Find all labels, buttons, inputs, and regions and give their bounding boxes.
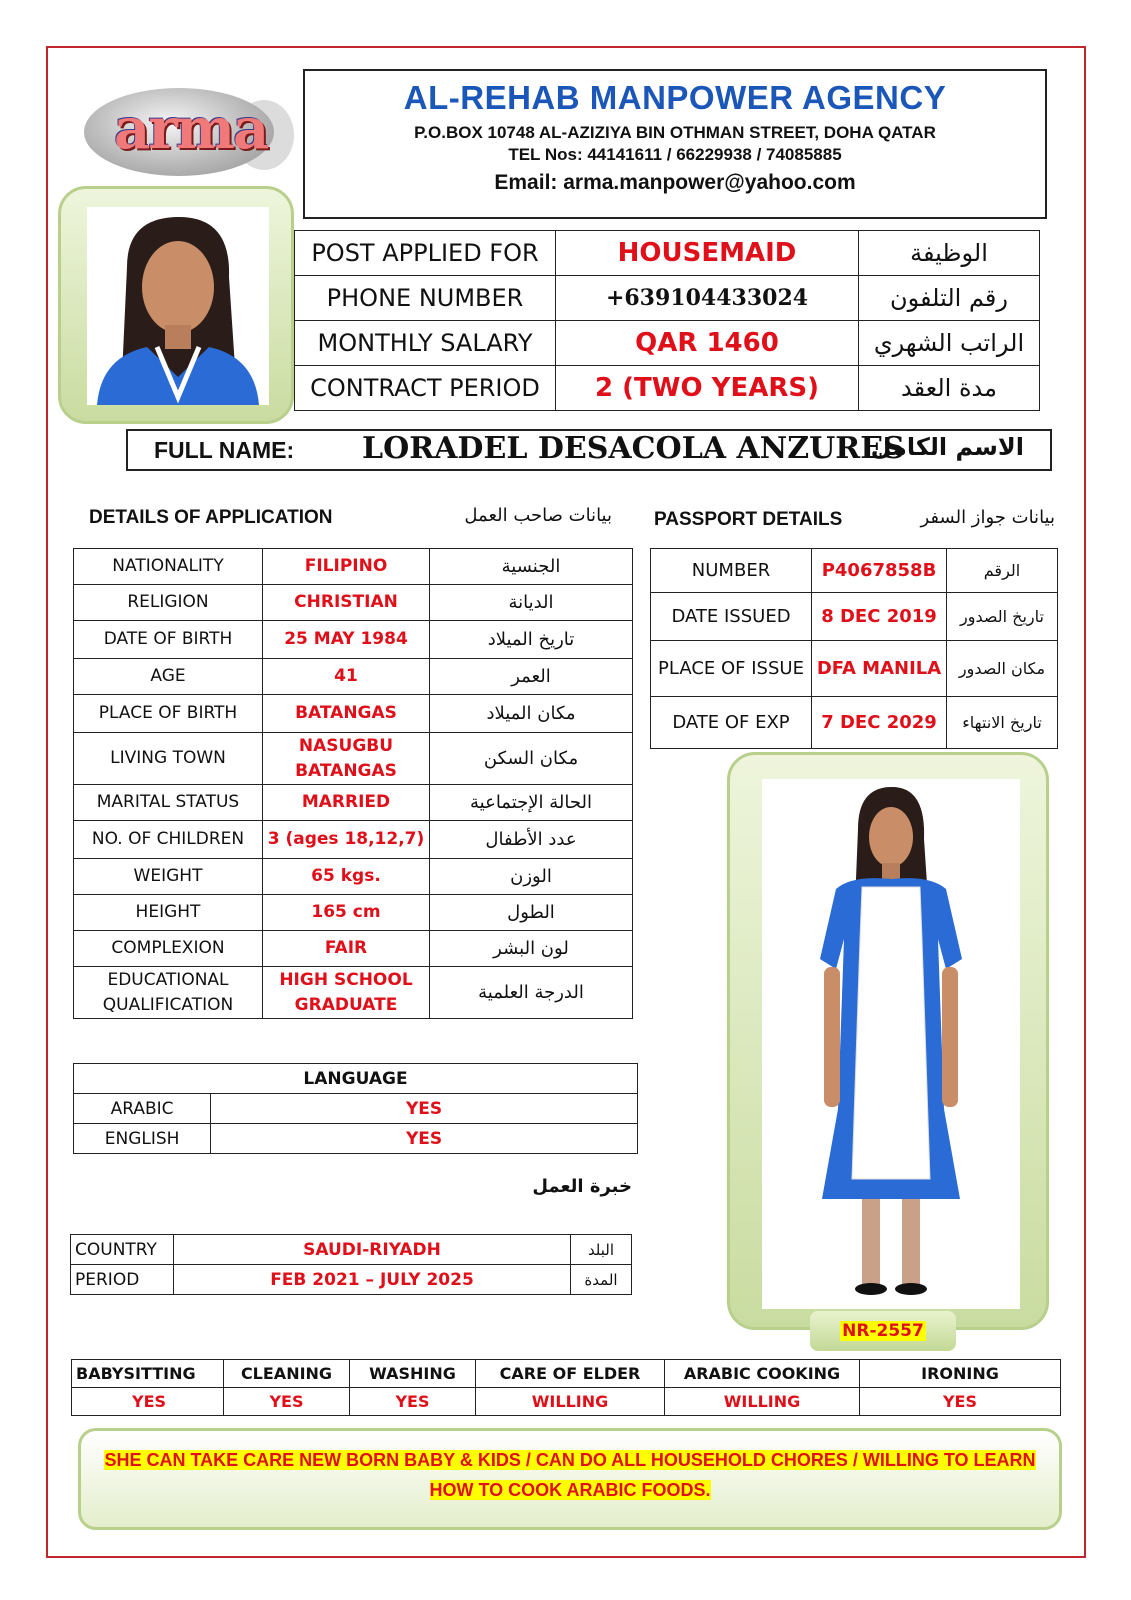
- date-exp-value: 7 DEC 2029: [812, 697, 947, 749]
- date-issued-arabic: تاريخ الصدور: [947, 593, 1058, 641]
- application-value: 41: [263, 659, 430, 695]
- skill-elder-care-label: CARE OF ELDER: [476, 1360, 665, 1388]
- table-row: [74, 785, 633, 821]
- table-row: [295, 321, 1040, 366]
- application-label: DATE OF BIRTH: [74, 621, 263, 659]
- application-value: BATANGAS: [263, 695, 430, 733]
- table-row: [651, 593, 1058, 641]
- table-row: [74, 621, 633, 659]
- reference-code: NR-2557: [842, 1321, 924, 1341]
- table-row: [72, 1388, 1061, 1416]
- table-row: [72, 1360, 1061, 1388]
- application-arabic: مكان الميلاد: [430, 695, 633, 733]
- table-row: [295, 231, 1040, 276]
- post-label: POST APPLIED FOR: [295, 231, 556, 276]
- table-row: [74, 895, 633, 931]
- table-row: [651, 697, 1058, 749]
- application-value: 65 kgs.: [263, 859, 430, 895]
- table-row: [71, 1265, 632, 1295]
- table-row: [74, 1064, 638, 1094]
- table-row: [651, 549, 1058, 593]
- table-row: [295, 366, 1040, 411]
- post-value: HOUSEMAID: [556, 231, 859, 276]
- skill-arabic-cooking-label: ARABIC COOKING: [665, 1360, 860, 1388]
- application-label: LIVING TOWN: [74, 733, 263, 785]
- period-arabic: المدة: [571, 1265, 632, 1295]
- remarks-box: [78, 1428, 1062, 1530]
- agency-header: [303, 69, 1047, 219]
- application-label: AGE: [74, 659, 263, 695]
- date-exp-label: DATE OF EXP: [651, 697, 812, 749]
- skill-elder-care-value: WILLING: [476, 1388, 665, 1416]
- full-name-arabic: الاسم الكامل: [870, 433, 1024, 461]
- agency-address: P.O.BOX 10748 AL-AZIZIYA BIN OTHMAN STREET, DOHA QATAR: [414, 123, 936, 142]
- table-row: [71, 1235, 632, 1265]
- passport-number-label: NUMBER: [651, 549, 812, 593]
- table-row: [74, 695, 633, 733]
- skill-ironing-label: IRONING: [860, 1360, 1061, 1388]
- application-value: NASUGBU BATANGAS: [263, 733, 430, 785]
- application-arabic: لون البشر: [430, 931, 633, 967]
- full-body-photo: [762, 779, 1020, 1309]
- skill-washing-value: YES: [350, 1388, 476, 1416]
- skill-arabic-cooking-value: WILLING: [665, 1388, 860, 1416]
- skill-cleaning-label: CLEANING: [224, 1360, 350, 1388]
- table-row: [74, 859, 633, 895]
- language-heading: LANGUAGE: [74, 1064, 638, 1094]
- application-value: 165 cm: [263, 895, 430, 931]
- table-row: [74, 1094, 638, 1124]
- contract-arabic: مدة العقد: [859, 366, 1040, 411]
- phone-label: PHONE NUMBER: [295, 276, 556, 321]
- salary-arabic: الراتب الشهري: [859, 321, 1040, 366]
- skill-babysitting-value: YES: [72, 1388, 224, 1416]
- agency-email: Email: arma.manpower@yahoo.com: [494, 171, 856, 194]
- application-value: CHRISTIAN: [263, 585, 430, 621]
- language-table: [73, 1063, 638, 1154]
- language-arabic-label: ARABIC: [74, 1094, 211, 1124]
- application-value: 3 (ages 18,12,7): [263, 821, 430, 859]
- application-value: FAIR: [263, 931, 430, 967]
- table-row: [74, 821, 633, 859]
- date-issued-label: DATE ISSUED: [651, 593, 812, 641]
- passport-number-arabic: الرقم: [947, 549, 1058, 593]
- table-row: [295, 276, 1040, 321]
- remarks-text: SHE CAN TAKE CARE NEW BORN BABY & KIDS / CAN DO ALL HOUSEHOLD CHORES / WILLING TO LEARN HOW TO COOK ARABIC FOODS.: [104, 1450, 1036, 1500]
- country-value: SAUDI-RIYADH: [174, 1235, 571, 1265]
- application-label: HEIGHT: [74, 895, 263, 931]
- passport-number-value: P4067858B: [812, 549, 947, 593]
- table-row: [74, 585, 633, 621]
- application-heading-arabic: بيانات صاحب العمل: [464, 505, 612, 526]
- language-english-label: ENGLISH: [74, 1124, 211, 1154]
- full-name-value: LORADEL DESACOLA ANZURES: [362, 431, 905, 466]
- application-arabic: الدرجة العلمية: [430, 967, 633, 1019]
- period-label: PERIOD: [71, 1265, 174, 1295]
- application-label: PLACE OF BIRTH: [74, 695, 263, 733]
- application-table: [73, 548, 633, 1019]
- salary-value: QAR 1460: [556, 321, 859, 366]
- experience-heading-arabic: خبرة العمل: [532, 1176, 632, 1197]
- post-arabic: الوظيفة: [859, 231, 1040, 276]
- table-row: [651, 641, 1058, 697]
- portrait-photo-frame: [58, 186, 294, 424]
- passport-table: [650, 548, 1058, 749]
- application-arabic: تاريخ الميلاد: [430, 621, 633, 659]
- application-arabic: عدد الأطفال: [430, 821, 633, 859]
- place-of-issue-label: PLACE OF ISSUE: [651, 641, 812, 697]
- contract-label: CONTRACT PERIOD: [295, 366, 556, 411]
- application-value: HIGH SCHOOL GRADUATE: [263, 967, 430, 1019]
- date-exp-arabic: تاريخ الانتهاء: [947, 697, 1058, 749]
- country-label: COUNTRY: [71, 1235, 174, 1265]
- skill-washing-label: WASHING: [350, 1360, 476, 1388]
- application-arabic: مكان السكن: [430, 733, 633, 785]
- salary-label: MONTHLY SALARY: [295, 321, 556, 366]
- application-label: EDUCATIONAL QUALIFICATION: [74, 967, 263, 1019]
- country-arabic: البلد: [571, 1235, 632, 1265]
- application-label: NO. OF CHILDREN: [74, 821, 263, 859]
- application-arabic: الوزن: [430, 859, 633, 895]
- full-name-label: FULL NAME:: [154, 437, 295, 463]
- skill-ironing-value: YES: [860, 1388, 1061, 1416]
- date-issued-value: 8 DEC 2019: [812, 593, 947, 641]
- post-details-table: [294, 230, 1040, 411]
- application-arabic: الحالة الإجتماعية: [430, 785, 633, 821]
- application-value: MARRIED: [263, 785, 430, 821]
- table-row: [74, 967, 633, 1019]
- application-value: 25 MAY 1984: [263, 621, 430, 659]
- application-label: COMPLEXION: [74, 931, 263, 967]
- application-label: WEIGHT: [74, 859, 263, 895]
- reference-badge: [810, 1311, 956, 1351]
- table-row: [74, 659, 633, 695]
- application-value: FILIPINO: [263, 549, 430, 585]
- skill-cleaning-value: YES: [224, 1388, 350, 1416]
- full-body-photo-frame: [727, 752, 1049, 1330]
- phone-value: +639104433024: [556, 276, 859, 321]
- application-arabic: الديانة: [430, 585, 633, 621]
- application-arabic: الطول: [430, 895, 633, 931]
- table-row: [74, 931, 633, 967]
- application-label: NATIONALITY: [74, 549, 263, 585]
- place-of-issue-arabic: مكان الصدور: [947, 641, 1058, 697]
- agency-logo: [84, 78, 294, 178]
- period-value: FEB 2021 – JULY 2025: [174, 1265, 571, 1295]
- language-english-value: YES: [211, 1124, 638, 1154]
- application-arabic: العمر: [430, 659, 633, 695]
- phone-arabic: رقم التلفون: [859, 276, 1040, 321]
- table-row: [74, 733, 633, 785]
- experience-table: [70, 1234, 632, 1295]
- skills-table: [71, 1359, 1061, 1416]
- logo-text: arma: [114, 96, 268, 162]
- table-row: [74, 1124, 638, 1154]
- agency-name: AL-REHAB MANPOWER AGENCY: [403, 79, 947, 116]
- contract-value: 2 (TWO YEARS): [556, 366, 859, 411]
- application-label: MARITAL STATUS: [74, 785, 263, 821]
- language-arabic-value: YES: [211, 1094, 638, 1124]
- passport-heading: PASSPORT DETAILS: [654, 509, 843, 530]
- passport-heading-arabic: بيانات جواز السفر: [920, 507, 1055, 528]
- application-arabic: الجنسية: [430, 549, 633, 585]
- full-name-bar: [126, 429, 1052, 471]
- table-row: [74, 549, 633, 585]
- application-heading: DETAILS OF APPLICATION: [89, 507, 333, 528]
- skill-babysitting-label: BABYSITTING: [72, 1360, 224, 1388]
- portrait-photo: [87, 207, 269, 405]
- application-label: RELIGION: [74, 585, 263, 621]
- agency-phone: TEL Nos: 44141611 / 66229938 / 74085885: [508, 145, 842, 164]
- place-of-issue-value: DFA MANILA: [812, 641, 947, 697]
